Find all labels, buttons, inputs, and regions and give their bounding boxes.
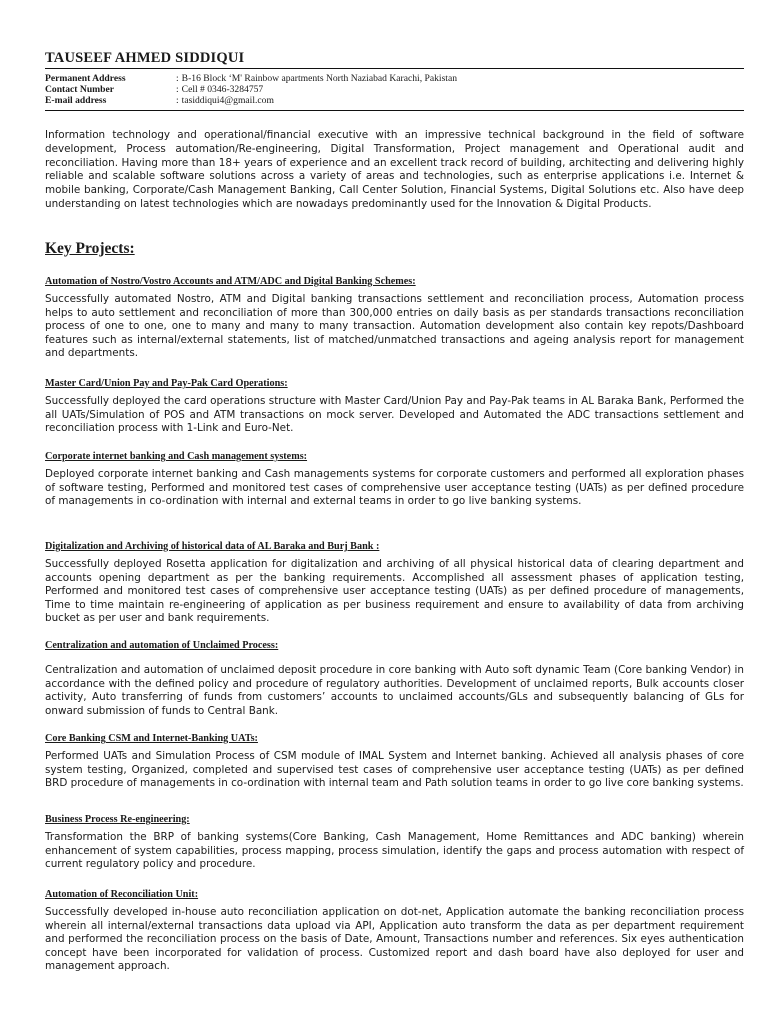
header-divider-bottom (45, 110, 744, 111)
project-title: Automation of Reconciliation Unit: (45, 889, 199, 900)
project-title: Corporate internet banking and Cash management systems: (45, 451, 308, 462)
contact-value-email: tasiddiqui4@gmail.com (181, 95, 274, 107)
project-description: Successfully automated Nostro, ATM and Digital banking transactions settlement and reconciliation process, Automation process helps to auto settlement and reconciliation of more than 300,000 entries on daily basis as per standards transactions reconciliation process of one to one, one to many and many to many transaction. Automation development also contain key repots/Dashboard features such as internal/external statements, list of matched/unmatched transactions and ageing analysis report for management and departments. (45, 293, 744, 360)
project-description: Successfully deployed the card operations structure with Master Card/Union Pay and Pay-Pak teams in AL Baraka Bank, Performed the all UATs/Simulation of POS and ATM transactions on mock server. Developed and Automated the ADC transactions settlement and reconciliation process with 1-Link and Euro-Net. (45, 395, 744, 435)
project-description: Performed UATs and Simulation Process of CSM module of IMAL System and Internet banking. Achieved all analysis phases of core system testing, Organized, completed and supervised test cases of comprehensive user acceptance testing (UATs) as per defined BRD procedure of managements in co-ordination with internal team and Path solution teams in order to go live core banking systems. (45, 750, 744, 790)
project-description: Deployed corporate internet banking and Cash managements systems for corporate customers and performed all exploration phases of software testing, Performed and monitored test cases of comprehensive user acceptance testing (UATs) as per defined procedure of managements in co-ordination with internal and external teams in order to go live banking systems. (45, 468, 744, 508)
contact-separator: : (176, 95, 179, 107)
profile-summary: Information technology and operational/financial executive with an impressive technical background in the field of software development, Process automation/Re-engineering, Digital Transformation, Project management and Operational audit and reconciliation. Having more than 18+ years of experience and an excellent track record of building, architecting and delivering highly reliable and scalable software solutions across a variety of areas and technologies, such as enterprise applications i.e. Internet & mobile banking, Corporate/Cash Management Banking, Call Center Solution, Financial Systems, Digital Solutions etc. Also have deep understanding on latest technologies which are nowadays predominantly used for the Innovation & Digital Products. (45, 129, 744, 210)
contact-separator: : (176, 73, 179, 84)
contact-row-address (45, 73, 744, 84)
contact-label: Permanent Address (45, 73, 126, 84)
project-item (45, 889, 744, 974)
project-description: Successfully developed in-house auto reconciliation application on dot-net, Application automate the banking reconciliation process wherein all internal/external transactions data upload via API, Application auto transform the data as per department requirement and performed the reconciliation process on the basis of Date, Amount, Transactions number and references. Six eyes authentication concept have been incorporated for validation of process. Customized report and dash board have also deployed for user and management approach. (45, 906, 744, 973)
project-item (45, 378, 744, 436)
project-title: Business Process Re-engineering: (45, 814, 190, 825)
project-title: Digitalization and Archiving of historical data of AL Baraka and Burj Bank : (45, 541, 380, 552)
contact-block (45, 73, 744, 107)
contact-value-phone: Cell # 0346-3284757 (181, 84, 264, 96)
project-title: Core Banking CSM and Internet-Banking UATs: (45, 733, 258, 744)
project-item (45, 814, 744, 872)
project-item (45, 541, 744, 626)
project-item (45, 451, 744, 509)
project-item (45, 276, 744, 361)
project-item (45, 640, 744, 718)
contact-label: Contact Number (45, 84, 115, 96)
contact-row-email (45, 95, 744, 106)
project-title: Centralization and automation of Unclaimed Process: (45, 640, 279, 651)
contact-row-phone (45, 84, 744, 95)
project-description: Transformation the BRP of banking systems(Core Banking, Cash Management, Home Remittances and ADC banking) wherein enhancement of system capabilities, process mapping, process simulation, identify the gaps and process automation with respect of current regulatory policy and procedure. (45, 831, 744, 871)
candidate-name: TAUSEEF AHMED SIDDIQUI (45, 50, 245, 66)
contact-separator: : (176, 84, 179, 96)
contact-value-address: B-16 Block ‘M' Rainbow apartments North Naziabad Karachi, Pakistan (181, 73, 458, 84)
project-item (45, 733, 744, 791)
project-title: Automation of Nostro/Vostro Accounts and ATM/ADC and Digital Banking Schemes: (45, 276, 416, 287)
project-description: Successfully deployed Rosetta application for digitalization and archiving of all physical historical data of clearing department and accounts opening department as per the banking requirements. Accomplished all assessment phases of application testing, Performed and monitored test cases of comprehensive user acceptance testing (UATs) as per defined procedure of managements, Time to time maintain re-engineering of application as per business requirement and ensure to availability of data from archiving bucket as per user and bank requirements. (45, 558, 744, 625)
header-divider-top (45, 68, 744, 69)
project-title: Master Card/Union Pay and Pay-Pak Card Operations: (45, 378, 288, 389)
project-description: Centralization and automation of unclaimed deposit procedure in core banking with Auto soft dynamic Team (Core banking Vendor) in accordance with the defined policy and procedure of regulatory authorities. Development of unclaimed reports, Bulk accounts closer activity, Auto transferring of funds from customers’ accounts to unclaimed accounts/GLs and subsequently balancing of GLs for onward submission of funds to Central Bank. (45, 664, 744, 717)
contact-label: E-mail address (45, 95, 107, 107)
key-projects-heading: Key Projects: (45, 240, 135, 257)
